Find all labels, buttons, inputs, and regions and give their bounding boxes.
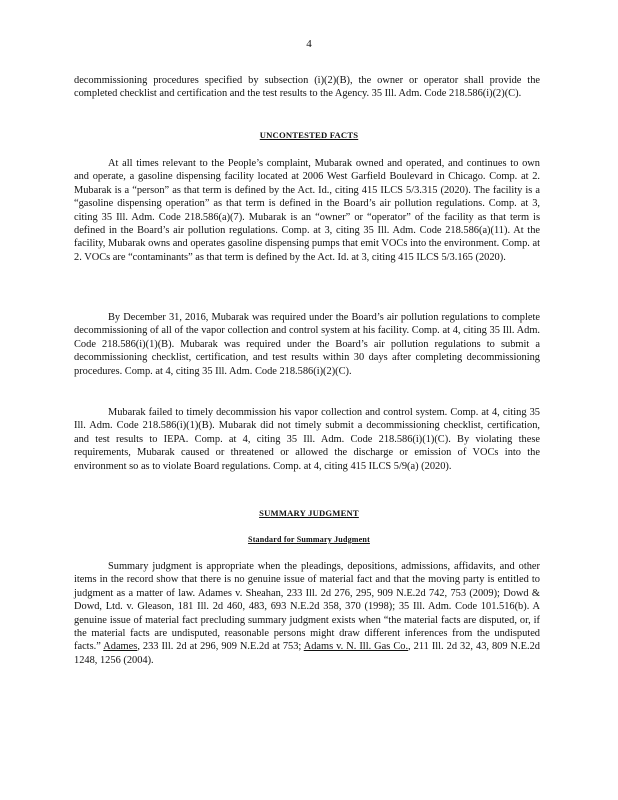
intro-paragraph-block xyxy=(74,74,540,101)
subheading-standard: Standard for Summary Judgment xyxy=(248,535,370,544)
fact-paragraph-3-block xyxy=(74,406,540,473)
fact-paragraph-3: Mubarak failed to timely decommission his vapor collection and control system. Comp. at 4, citing 35 Ill. Adm. Code 218.586(i)(1)(B). Mubarak did not timely submit a decommissioning checklist, certification, and test results to IEPA. Comp. at 4, citing 35 Ill. Adm. Code 218.586(i)(1)(C). By violating these requirements, Mubarak caused or threatened or allowed the discharge or emission of VOCs into the environment so as to violate Board regulations. Comp. at 4, citing 415 ILCS 5/9(a) (2020). xyxy=(74,407,540,472)
standard-text-1: Summary judgment is appropriate when the pleadings, depositions, admissions, affidavits, and other items in the record show that there is no genuine issue of material fact and that the moving party is entitled to judgment as a matter of law. Adames v. Sheahan, 233 Ill. 2d 276, 295, 909 N.E.2d 742, 753 (2009); Dowd & Dowd, Ltd. v. Gleason, 181 Ill. 2d 460, 483, 693 N.E.2d 358, 370 (1998); 35 Ill. Adm. Code 101.516(b). A genuine issue of material fact precluding summary judgment exists when “the material facts are disputed, or, if the material facts are undisputed, reasonable persons might draw different inferences from the undisputed facts.” xyxy=(74,561,540,653)
fact-paragraph-1-block xyxy=(74,157,540,264)
standard-paragraph xyxy=(74,560,540,667)
standard-text-3: , 211 Ill. 2d 32, 43, 809 N.E.2d 1248, 1256 (2004). xyxy=(74,641,540,666)
fact-paragraph-2: By December 31, 2016, Mubarak was required under the Board’s air pollution regulations to complete decommissioning of all of the vapor collection and control system at his facility. Comp. at 4, citing 35 Ill. Adm. Code 218.586(i)(1)(B). Mubarak was required under the Board’s air pollution regulations to submit a decommissioning checklist, certification, and test results within 30 days after completing decommissioning procedures. Comp. at 4, citing 35 Ill. Adm. Code 218.586(i)(2)(C). xyxy=(74,312,540,377)
standard-text-2: , 233 Ill. 2d at 296, 909 N.E.2d at 753; xyxy=(137,641,304,653)
heading-summary-judgment: SUMMARY JUDGMENT xyxy=(259,508,359,518)
citation-adams: Adams v. N. Ill. Gas Co. xyxy=(303,641,409,653)
fact-paragraph-1: At all times relevant to the People’s complaint, Mubarak owned and operated, and continues to own and operate, a gasoline dispensing facility located at 2006 West Garfield Boulevard in Chicago. Comp. at 2. Mubarak is a “person” as that term is defined by the Act. Id., citing 415 ILCS 5/3.315 (2020). The facility is a “gasoline dispensing operation” as that term is defined in the Board’s air pollution regulations. Comp. at 3, citing 35 Ill. Adm. Code 218.586(a)(7). Mubarak is an “owner” or “operator” of the facility as that term is defined in the Board’s air pollution regulations. Comp. at 3, citing 35 Ill. Adm. Code 218.586(a)(11). At the facility, Mubarak owns and operates gasoline dispensing pumps that emit VOCs into the environment. Comp. at 2. VOCs are “contaminants” as that term is defined by the Act. Id. at 3, citing 415 ILCS 5/3.165 (2020). xyxy=(74,158,540,263)
citation-adames: Adames xyxy=(103,641,138,653)
heading-uncontested-facts: UNCONTESTED FACTS xyxy=(259,130,359,140)
standard-paragraph-block xyxy=(74,560,540,667)
intro-paragraph: decommissioning procedures specified by subsection (i)(2)(B), the owner or operator shall provide the completed checklist and certification and the test results to the Agency. 35 Ill. Adm. Code 218.586(i)(2)(C). xyxy=(74,75,540,100)
page-number: 4 xyxy=(306,38,312,50)
fact-paragraph-2-block xyxy=(74,311,540,378)
